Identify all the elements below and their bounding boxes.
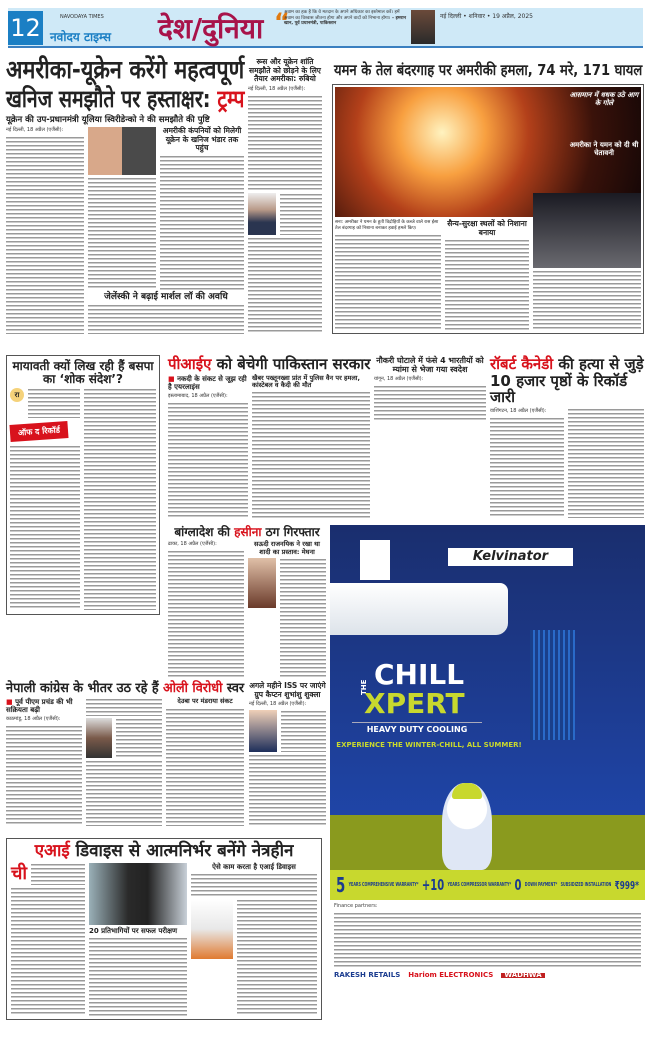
ai-col3 (191, 863, 317, 1016)
bangladesh-columns (168, 541, 326, 678)
dealer-list (334, 912, 641, 967)
bangladesh-story (168, 526, 326, 678)
quote-author: – इमरान खान, पूर्व प्रधानमंत्री, पाकिस्तान (284, 15, 407, 26)
masthead (8, 8, 643, 48)
pia-headline-b: को बेचेगी पाकिस्तान सरकार (211, 355, 371, 373)
quote-body: अवाम का हक है कि वे मतदान के अपने अधिकार का इस्तेमाल करें। हमें अवाम का विश्वास जीतना होगा और अपने वादों को निभाना होगा। (284, 10, 400, 21)
kennedy-headline (490, 356, 644, 406)
nepal-headline-a: नेपाली कांग्रेस के भीतर उठ रहे हैं (6, 681, 164, 696)
lead-headline-2 (6, 84, 245, 113)
ad-footer (330, 900, 645, 1020)
nepal-bullet (6, 698, 82, 714)
quote-author-photo (411, 10, 435, 44)
lead-columns (6, 127, 244, 334)
iss-dateline: नई दिल्ली, 18 अप्रैल (एजैंसी): (249, 701, 307, 708)
lead-col23 (88, 127, 244, 334)
naukri-dateline: यांगून, 18 अप्रैल (एजैंसी): (374, 376, 424, 383)
yemen-body-2 (445, 239, 529, 330)
nepal-body-2a (86, 698, 162, 716)
lead-body-col1 (6, 136, 84, 334)
ai-col1 (11, 863, 85, 1016)
iss-body-1 (281, 710, 326, 752)
meghna-photo (248, 558, 276, 608)
nepal-headline-c: स्वर (222, 681, 245, 696)
ad-tagline: HEAVY DUTY COOLING (352, 722, 482, 734)
yemen-caption: सना: अमरीका ने यमन के हूती विद्रोहियों के कब्जे वाले रास ईसा तेल बंदरगाह को निशाना बनाकर हवाई हमले किए। (335, 220, 439, 231)
lead-story (6, 56, 244, 334)
lead-col2 (88, 127, 156, 290)
offer-3-num: 0 (514, 876, 522, 894)
bangladesh-body-2 (280, 558, 326, 678)
dealer-logo-hariom: Hariom ELECTRONICS (408, 971, 494, 979)
ai-intro (11, 863, 85, 885)
brand-logo: नवोदय टाइम्स (50, 30, 112, 44)
lead-headline-1: अमरीका-यूक्रेन करेंगे महत्वपूर्ण (6, 55, 245, 84)
bangladesh-body-1 (168, 550, 244, 678)
ad-slogan: EXPERIENCE THE WINTER-CHILL, ALL SUMMER! (336, 741, 522, 749)
quote-text (284, 10, 408, 27)
nepal-body-1 (6, 725, 82, 826)
russia-headline: रूस और यूक्रेन शांति समझौते को छोड़ने के लिए तैयार अमरीका: रुबियो (249, 57, 321, 84)
dealer-logo-rakesh: RAKESH RETAILS (334, 971, 401, 979)
russia-body-2 (280, 193, 322, 235)
snowman-image (442, 783, 492, 870)
offer-4: SUBSIDIZED INSTALLATION (560, 882, 612, 888)
edition-dateline: नई दिल्ली • शनिवार • 19 अप्रैल, 2025 (440, 13, 533, 20)
off-the-record-badge: ऑफ द रिकॉर्ड (9, 421, 68, 442)
mayawati-body-3 (84, 388, 156, 610)
brand-small: NAVODAYA TIMES (60, 14, 104, 20)
yemen-body-3 (533, 270, 641, 330)
dealer-logo-wadhwa: WADHWA (501, 973, 544, 978)
ai-headline (11, 842, 317, 861)
kennedy-col1 (490, 408, 564, 519)
nepal-headline (6, 681, 245, 696)
mayawati-body-1 (28, 388, 80, 418)
iss-photo-row (249, 710, 326, 752)
nepal-col2 (86, 698, 162, 826)
pia-bullet-text: नकदी के संकट से जूझ रही है एयरलाइंस (168, 374, 247, 391)
kennedy-story (490, 356, 644, 518)
lead-subhead: यूक्रेन की उप-प्रधानमंत्री यूलिया स्विरीडेन्को ने की समझौते की पुष्टि (6, 114, 210, 125)
mayawati-columns (10, 388, 156, 610)
nepal-photo-row (86, 718, 162, 758)
mayawati-box (6, 355, 160, 615)
finance-partners: Finance partners: (334, 903, 378, 909)
bd-headline-a: बांग्लादेश की (174, 525, 235, 539)
kelvinator-logo: Kelvinator (448, 548, 573, 566)
nepal-body-3 (166, 708, 244, 826)
fire-side-head: आसमान में धधक उठे आग के गोले (569, 91, 639, 108)
ad-chill: CHILL (374, 658, 465, 691)
ai-box-head: ऐसे काम करता है एआई डिवाइस (212, 862, 296, 871)
iss-story (249, 682, 326, 826)
russia-dateline: नई दिल्ली, 18 अप्रैल (एजैंसी): (248, 85, 306, 92)
naukri-body (374, 385, 486, 420)
quote-icon: “ (274, 8, 290, 36)
yemen-rescue-photo (533, 193, 641, 268)
yemen-story-box (332, 84, 644, 334)
ai-body-1 (31, 863, 85, 885)
mayawati-col1 (10, 388, 80, 610)
nepal-columns (6, 698, 244, 826)
ad-white-patch (360, 540, 390, 580)
ad-offer-band (330, 870, 645, 900)
nepal-body-2b (86, 760, 162, 826)
kennedy-body-1 (490, 417, 564, 519)
pia-side-head: खैबर पख्तूनख्वा प्रांत में पुलिस वैन पर हमला, कांस्टेबल व कैदी की मौत (252, 373, 360, 389)
mayawati-headline: मायावती क्यों लिख रही हैं बसपा का ‘शोक संदेश’? (12, 359, 154, 387)
ai-columns (11, 863, 317, 1016)
bd-headline-hasina: हसीना (234, 525, 262, 539)
yemen-headline: यमन के तेल बंदरगाह पर अमरीकी हमला, 74 मरे, 171 घायल (334, 61, 643, 79)
kelvinator-ad[interactable] (330, 525, 645, 1020)
russia-story (248, 58, 322, 334)
zelensky-body (88, 304, 244, 334)
lead-box-head: अमरीकी कंपनियों को मिलेगी यूक्रेन के खनिज भंडार तक पहुंच (162, 125, 242, 153)
ai-headline-a: एआई (34, 841, 70, 861)
pia-headline-a: पीआईए (168, 355, 212, 373)
warning-side-head: अमरीका ने यमन को दी थी चेतावनी (569, 141, 639, 158)
russia-photo-row (248, 193, 322, 235)
ad-offer-list (336, 873, 639, 897)
ad-the: THE (360, 679, 368, 695)
offer-2: YEARS COMPRESSOR WARRANTY* (447, 882, 512, 888)
bangladesh-col1 (168, 541, 244, 678)
yemen-col2 (445, 220, 529, 330)
lead-box-body (160, 155, 244, 290)
bullet-icon: ■ (6, 698, 16, 707)
yemen-body-1 (335, 234, 441, 330)
lead-dateline: नई दिल्ली, 18 अप्रैल (एजैंसी): (6, 126, 64, 133)
offer-3: DOWN PAYMENT* (524, 882, 558, 888)
kennedy-headline-a: रॉबर्ट कैनेडी (490, 355, 554, 373)
offer-1: YEARS COMPREHENSIVE WARRANTY* (348, 882, 419, 888)
ai-story-box (6, 838, 322, 1020)
pia-columns (168, 375, 370, 519)
lead-headline-2a: खनिज समझौते पर हस्ताक्षर: (6, 84, 218, 113)
pia-dateline: इस्लामाबाद, 18 अप्रैल (एजैंसी): (168, 392, 228, 399)
lead-col3 (160, 127, 244, 290)
iss-headline: अगले महीने ISS पर जाएंगे ग्रुप कैप्टन शुभांशु शुक्ला (249, 681, 326, 699)
ai-photo-head: 20 प्रतिभागियों पर सफल परीक्षण (89, 926, 178, 935)
pia-col2 (252, 375, 370, 519)
lead-col1 (6, 127, 84, 334)
oli-photo (86, 718, 112, 758)
ai-col2 (89, 863, 187, 1016)
ai-body-5 (237, 899, 317, 1016)
kennedy-headline-b: की हत्या से जुड़े 10 हजार पृष्ठों के रिकॉर्ड जारी (490, 355, 644, 406)
ai-glasses-photo (89, 863, 187, 925)
lead-col23-top (88, 127, 244, 290)
bangladesh-dateline: ढाका, 18 अप्रैल (एजैंसी): (168, 541, 217, 548)
bullet-icon: ■ (168, 374, 178, 383)
nepal-col3 (166, 698, 244, 826)
shubhanshu-photo (249, 710, 277, 752)
offer-2-num: +10 (421, 876, 445, 894)
bangladesh-headline (168, 526, 326, 539)
ai-illustration-row (191, 899, 317, 1016)
nepal-headline-oli: ओली विरोधी (163, 681, 223, 696)
snowman-hat (452, 783, 482, 799)
shelf-image (530, 630, 575, 740)
bangladesh-side-head: सऊदी राजनयिक ने रखा था शादी का प्रस्ताव: मेघना (253, 540, 320, 556)
yemen-col3 (533, 193, 641, 330)
kennedy-body-2 (568, 408, 644, 519)
ad-xpert: XPERT (364, 687, 465, 720)
nepal-col1 (6, 698, 82, 826)
ai-dropcap: ची (11, 862, 28, 884)
rubio-photo (248, 193, 276, 235)
nepal-sub-head: देउबा पर मंडराया संकट (177, 697, 233, 706)
ac-unit-image (330, 583, 508, 635)
bangladesh-col2 (248, 541, 326, 678)
pia-body (168, 402, 248, 518)
section-title: देश/दुनिया (158, 12, 264, 45)
offer-1-num: 5 (336, 873, 346, 897)
russia-body-1 (248, 95, 322, 192)
ai-headline-b: डिवाइस से आत्मनिर्भर बनेंगे नेत्रहीन (69, 841, 294, 861)
mayawati-intro (10, 388, 80, 418)
ai-body-4 (191, 873, 317, 897)
nepal-bullet-text: पूर्व पीएम प्रचंड की भी सक्रियता बढ़ी (6, 698, 73, 715)
pia-story (168, 356, 370, 518)
pia-side-body (252, 391, 370, 518)
yemen-sub-head: सैन्य-सुरक्षा स्थलों को निशाना बनाया (447, 219, 527, 237)
kennedy-dateline: वाशिंगटन, 18 अप्रैल (एजैंसी): (490, 407, 547, 414)
pia-bullet (168, 375, 248, 391)
naukri-headline: नौकरी घोटाले में फंसे 4 भारतीयों को म्यांमा से भेजा गया स्वदेश (376, 356, 484, 375)
naukri-story (374, 356, 486, 420)
dropcap: रा (10, 388, 24, 402)
pia-col1 (168, 375, 248, 519)
lead-headline-trump: ट्रम्प (217, 84, 245, 113)
russia-body-3 (248, 237, 322, 334)
trump-zelensky-photo (88, 127, 156, 175)
zelensky-head: जेलेंस्की ने बढ़ाई मार्शल लॉ की अवधि (104, 291, 228, 302)
offer-4-price: ₹999* (614, 878, 639, 892)
ai-illustration (191, 899, 233, 959)
iss-body-2 (249, 754, 326, 826)
mayawati-body-2 (10, 445, 80, 610)
ai-body-2 (11, 887, 85, 1016)
kennedy-columns (490, 408, 644, 519)
nepal-dateline: काठमांडू, 18 अप्रैल (एजैंसी): (6, 716, 61, 723)
bd-headline-c: ठग गिरफ्तार (261, 525, 320, 539)
pia-headline (168, 356, 370, 373)
yemen-col1 (335, 220, 441, 330)
bangladesh-photo-row (248, 558, 326, 678)
ai-body-3 (89, 937, 187, 1016)
nepal-body-2 (116, 718, 162, 758)
page-number: 12 (8, 11, 43, 45)
lead-body-col2 (88, 177, 156, 290)
nepal-story (6, 682, 244, 826)
